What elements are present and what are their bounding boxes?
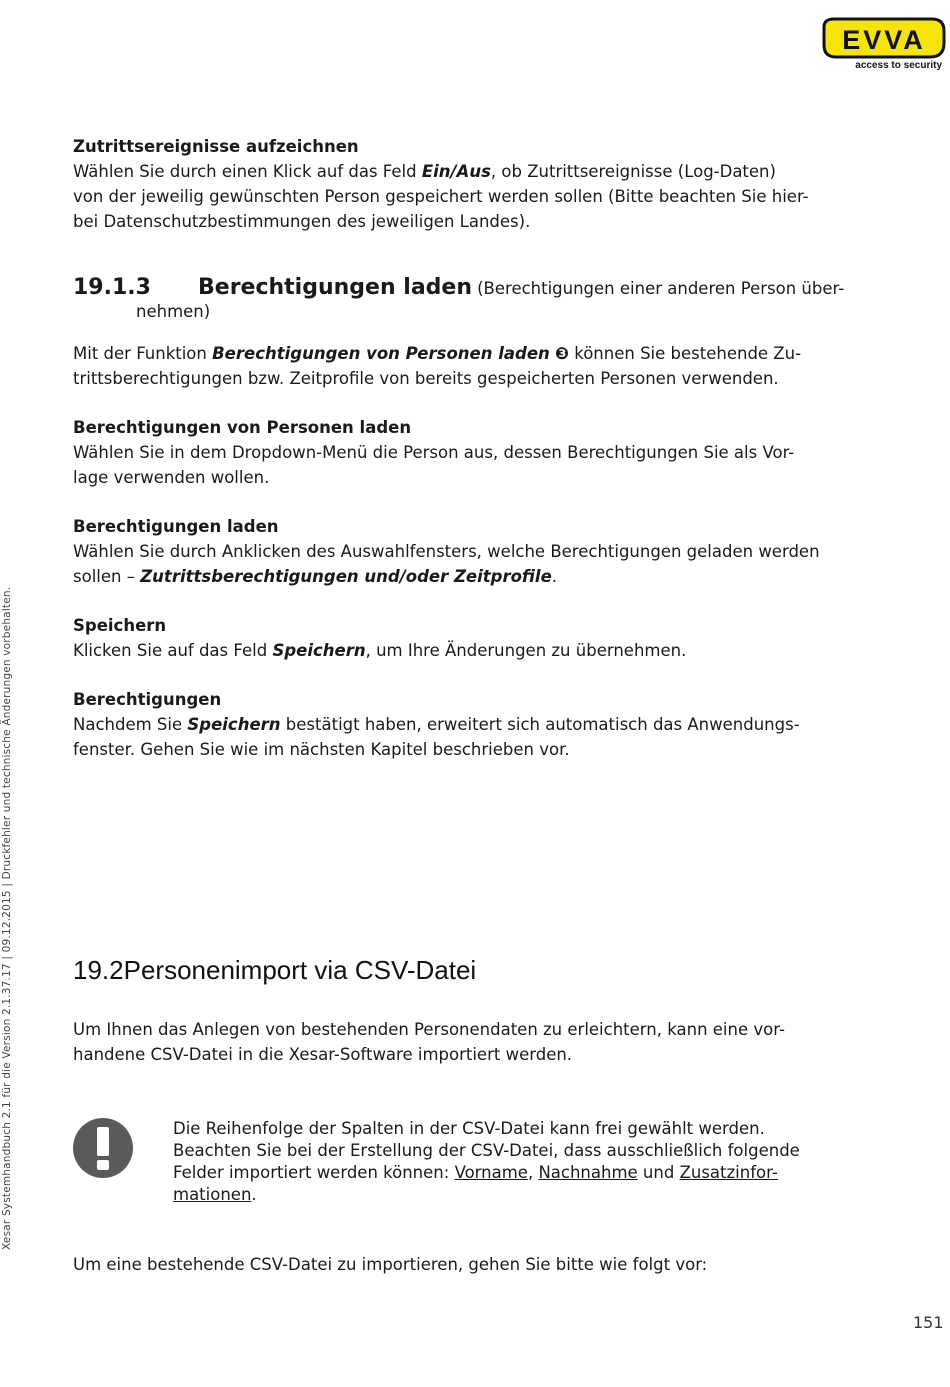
notice-line: Beachten Sie bei der Erstellung der CSV-Datei, dass ausschließlich folgende [173,1141,800,1160]
paragraph-line: sollen – Zutrittsberechtigungen und/oder Zeitprofile. [73,567,558,586]
logo-tagline: access to security [855,60,942,71]
paragraph-line: trittsberechtigungen bzw. Zeitprofile von bereits gespeicherten Personen verwenden. [73,369,779,388]
field-zusatzinformationen-cont: mationen [173,1185,252,1204]
function-name: Berechtigungen von Personen laden [212,344,550,363]
heading-title: Personenimport via CSV-Datei [123,955,477,985]
heading-number: 19.1.3 [73,275,151,300]
field-name: Ein/Aus [421,162,491,181]
heading-19-1-3 [73,275,888,321]
paragraph-line: handene CSV-Datei in die Xesar-Software importiert werden. [73,1045,573,1064]
section-heading: Zutrittsereignisse aufzeichnen [73,137,359,156]
field-name: Speichern [187,715,281,734]
evva-logo-graphic [820,17,946,73]
paragraph-line: Um Ihnen das Anlegen von bestehenden Personendaten zu erleichtern, kann eine vor- [73,1020,785,1039]
heading-title: Berechtigungen laden [198,275,473,300]
marker-3-icon: ❸ [555,344,569,363]
side-note: Xesar Systemhandbuch 2.1 für die Version 2.1.37.17 | 09.12.2015 | Druckfehler und technische Änderungen vorbehalten. [1,586,13,1250]
heading-paren-cont: nehmen) [136,302,211,321]
section-load-person [73,415,888,490]
option-name: Zutrittsberechtigungen und/oder Zeitprofile [140,567,552,586]
field-zusatzinformationen: Zusatzinfor- [679,1163,778,1182]
section-load [73,514,888,589]
section-heading: Speichern [73,616,167,635]
paragraph-line: Wählen Sie durch einen Klick auf das Feld Ein/Aus, ob Zutrittsereignisse (Log-Daten) [73,162,776,181]
heading-19-2 [73,955,476,986]
section-heading: Berechtigungen von Personen laden [73,418,412,437]
notice-line: mationen. [173,1185,257,1204]
notice-line: Felder importiert werden können: Vorname, Nachnahme und Zusatzinfor- [173,1163,778,1182]
intro-paragraph [73,341,888,391]
heading-paren: (Berechtigungen einer anderen Person über- [477,279,845,298]
paragraph-line: Mit der Funktion Berechtigungen von Personen laden ❸ können Sie bestehende Zu- [73,344,802,363]
field-nachnahme: Nachnahme [538,1163,638,1182]
evva-logo [820,17,946,73]
paragraph-line: lage verwenden wollen. [73,468,270,487]
notice-line: Die Reihenfolge der Spalten in der CSV-Datei kann frei gewählt werden. [173,1119,765,1138]
section-log-events [73,134,888,234]
section-heading: Berechtigungen laden [73,517,279,536]
field-name: Speichern [272,641,366,660]
notice-box [173,1118,863,1206]
page-number: 151 [913,1313,944,1332]
paragraph-line: von der jeweilig gewünschten Person gespeichert werden sollen (Bitte beachten Sie hier- [73,187,809,206]
logo-brand-text: EVVA [842,25,926,55]
paragraph-line: Klicken Sie auf das Feld Speichern, um Ihre Änderungen zu übernehmen. [73,641,687,660]
paragraph-line: fenster. Gehen Sie wie im nächsten Kapitel beschrieben vor. [73,740,570,759]
section-permissions [73,687,888,762]
field-vorname: Vorname [454,1163,528,1182]
section-save [73,613,888,663]
exclamation-icon [72,1117,134,1179]
csv-outro-paragraph: Um eine bestehende CSV-Datei zu importieren, gehen Sie bitte wie folgt vor: [73,1255,708,1274]
paragraph-line: Nachdem Sie Speichern bestätigt haben, erweitert sich automatisch das Anwendungs- [73,715,800,734]
section-heading: Berechtigungen [73,690,222,709]
heading-number: 19.2 [73,955,124,985]
csv-intro-paragraph [73,1017,888,1067]
paragraph-line: Wählen Sie in dem Dropdown-Menü die Person aus, dessen Berechtigungen Sie als Vor- [73,443,795,462]
paragraph-line: Wählen Sie durch Anklicken des Auswahlfensters, welche Berechtigungen geladen werden [73,542,820,561]
paragraph-line: bei Datenschutzbestimmungen des jeweiligen Landes). [73,212,531,231]
